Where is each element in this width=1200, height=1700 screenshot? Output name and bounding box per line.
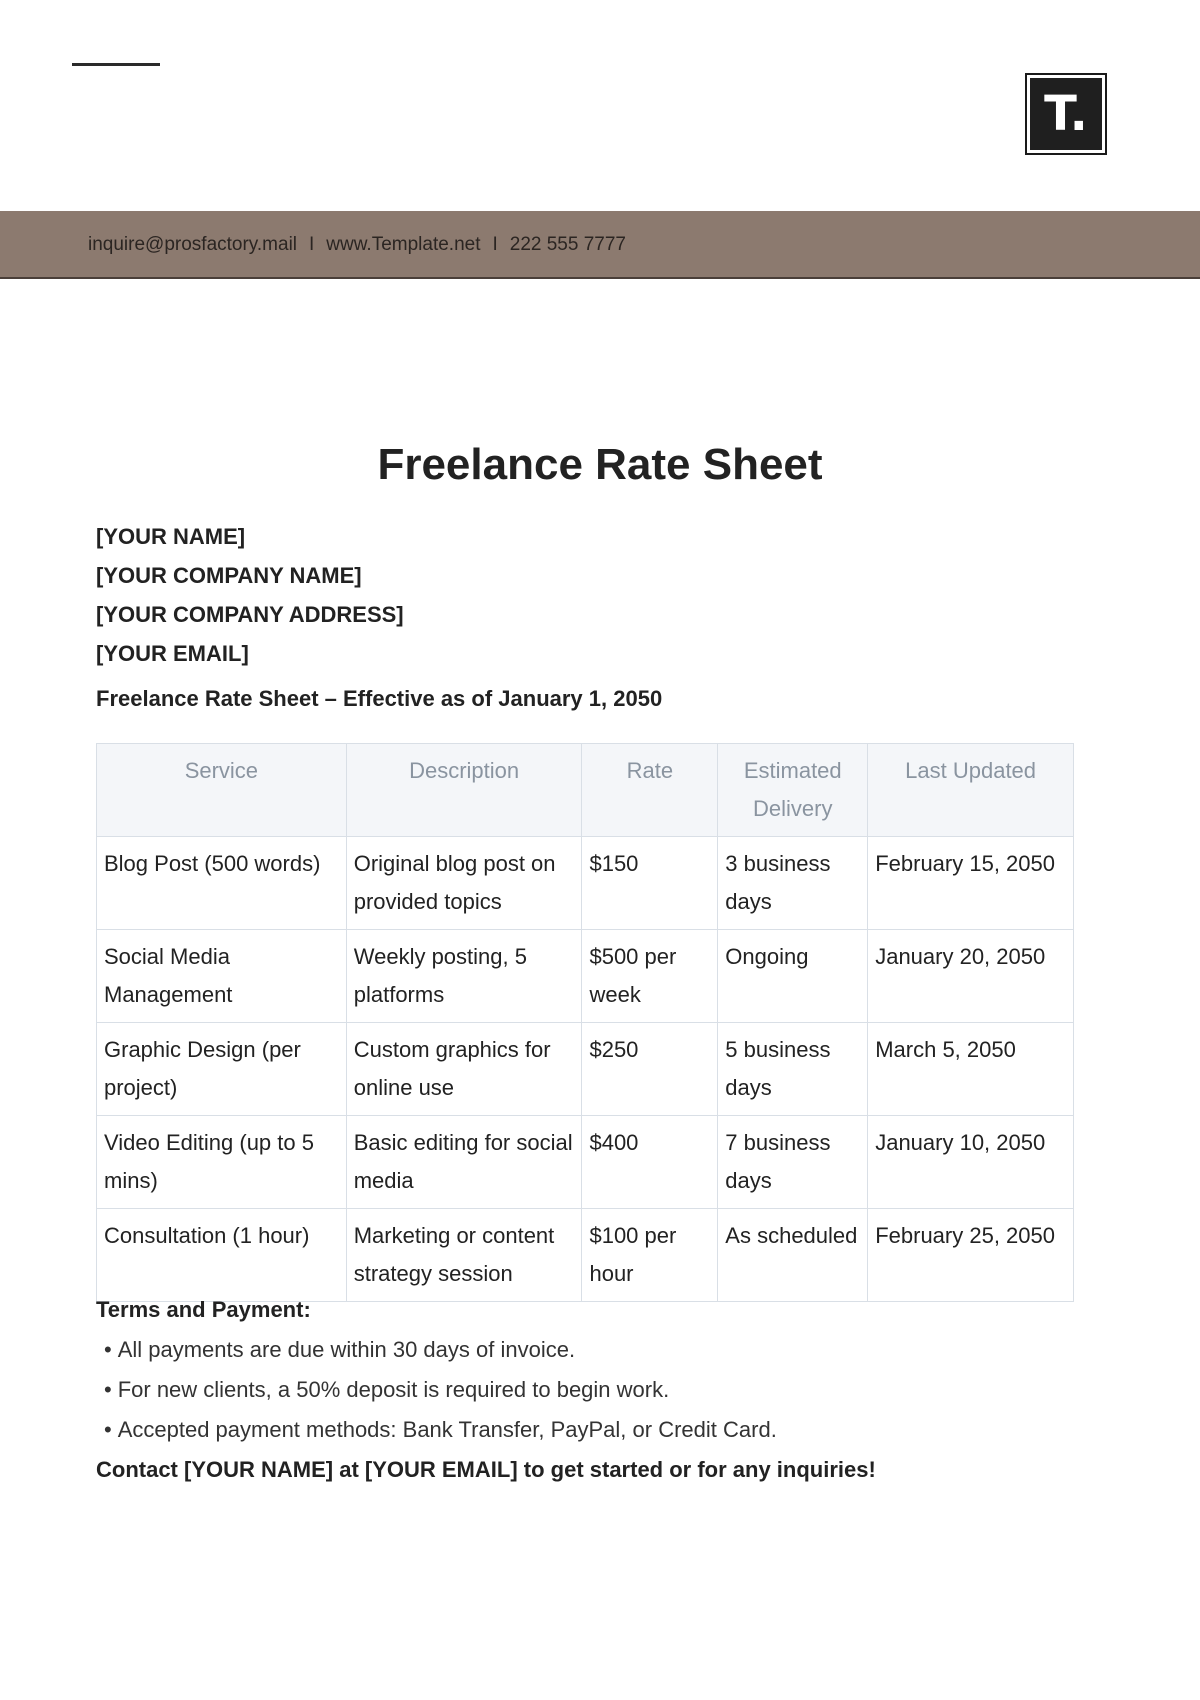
cell-service: Graphic Design (per project) (97, 1023, 347, 1116)
table-row (97, 1209, 1074, 1302)
contact-separator: I (492, 234, 498, 255)
cell-delivery: 3 business days (718, 837, 868, 930)
bullet-icon: • (104, 1377, 112, 1402)
cell-description: Basic editing for social media (346, 1116, 582, 1209)
table-row (97, 1023, 1074, 1116)
contact-website: www.Template.net (326, 234, 481, 255)
terms-section (96, 1290, 1096, 1490)
sender-address: [YOUR COMPANY ADDRESS] (96, 602, 404, 627)
logo-mark: T. (1030, 78, 1102, 150)
bullet-icon: • (104, 1417, 112, 1442)
closing-line: Contact [YOUR NAME] at [YOUR EMAIL] to get started or for any inquiries! (96, 1457, 876, 1482)
contact-phone: 222 555 7777 (509, 234, 626, 255)
table-row (97, 837, 1074, 930)
list-item (96, 1370, 1096, 1410)
list-item (96, 1330, 1096, 1370)
sender-info (96, 517, 404, 673)
cell-rate: $150 (582, 837, 718, 930)
terms-list (96, 1330, 1096, 1450)
cell-delivery: 7 business days (718, 1116, 868, 1209)
column-header-estimated-delivery: Estimated Delivery (718, 744, 868, 837)
cell-last-updated: February 25, 2050 (868, 1209, 1074, 1302)
cell-rate: $100 per hour (582, 1209, 718, 1302)
cell-service: Social Media Management (97, 930, 347, 1023)
cell-description: Weekly posting, 5 platforms (346, 930, 582, 1023)
cell-service: Blog Post (500 words) (97, 837, 347, 930)
cell-service: Video Editing (up to 5 mins) (97, 1116, 347, 1209)
cell-last-updated: March 5, 2050 (868, 1023, 1074, 1116)
cell-description: Custom graphics for online use (346, 1023, 582, 1116)
cell-rate: $250 (582, 1023, 718, 1116)
table-header-row (97, 744, 1074, 837)
cell-delivery: As scheduled (718, 1209, 868, 1302)
sender-company: [YOUR COMPANY NAME] (96, 563, 362, 588)
cell-delivery: Ongoing (718, 930, 868, 1023)
list-item (96, 1410, 1096, 1450)
contact-email: inquire@prosfactory.mail (88, 234, 298, 255)
sender-name: [YOUR NAME] (96, 524, 246, 549)
column-header-service: Service (97, 744, 347, 837)
bullet-icon: • (104, 1337, 112, 1362)
cell-description: Original blog post on provided topics (346, 837, 582, 930)
column-header-rate: Rate (582, 744, 718, 837)
effective-date-line: Freelance Rate Sheet – Effective as of January 1, 2050 (96, 686, 663, 711)
cell-rate: $500 per week (582, 930, 718, 1023)
cell-last-updated: January 10, 2050 (868, 1116, 1074, 1209)
terms-item-text: For new clients, a 50% deposit is required to begin work. (117, 1377, 670, 1402)
table-row (97, 930, 1074, 1023)
sender-email: [YOUR EMAIL] (96, 641, 249, 666)
column-header-description: Description (346, 744, 582, 837)
cell-last-updated: February 15, 2050 (868, 837, 1074, 930)
cell-description: Marketing or content strategy session (346, 1209, 582, 1302)
header-accent-line (72, 63, 160, 66)
cell-service: Consultation (1 hour) (97, 1209, 347, 1302)
page-title: Freelance Rate Sheet (377, 440, 823, 489)
cell-last-updated: January 20, 2050 (868, 930, 1074, 1023)
terms-item-text: Accepted payment methods: Bank Transfer, PayPal, or Credit Card. (117, 1417, 777, 1442)
cell-rate: $400 (582, 1116, 718, 1209)
rate-table (96, 743, 1074, 1302)
contact-info-row (88, 211, 626, 279)
terms-heading: Terms and Payment: (96, 1297, 311, 1322)
company-logo (1025, 73, 1107, 155)
column-header-last-updated: Last Updated (868, 744, 1074, 837)
table-row (97, 1116, 1074, 1209)
terms-item-text: All payments are due within 30 days of invoice. (117, 1337, 576, 1362)
contact-separator: I (309, 234, 315, 255)
cell-delivery: 5 business days (718, 1023, 868, 1116)
